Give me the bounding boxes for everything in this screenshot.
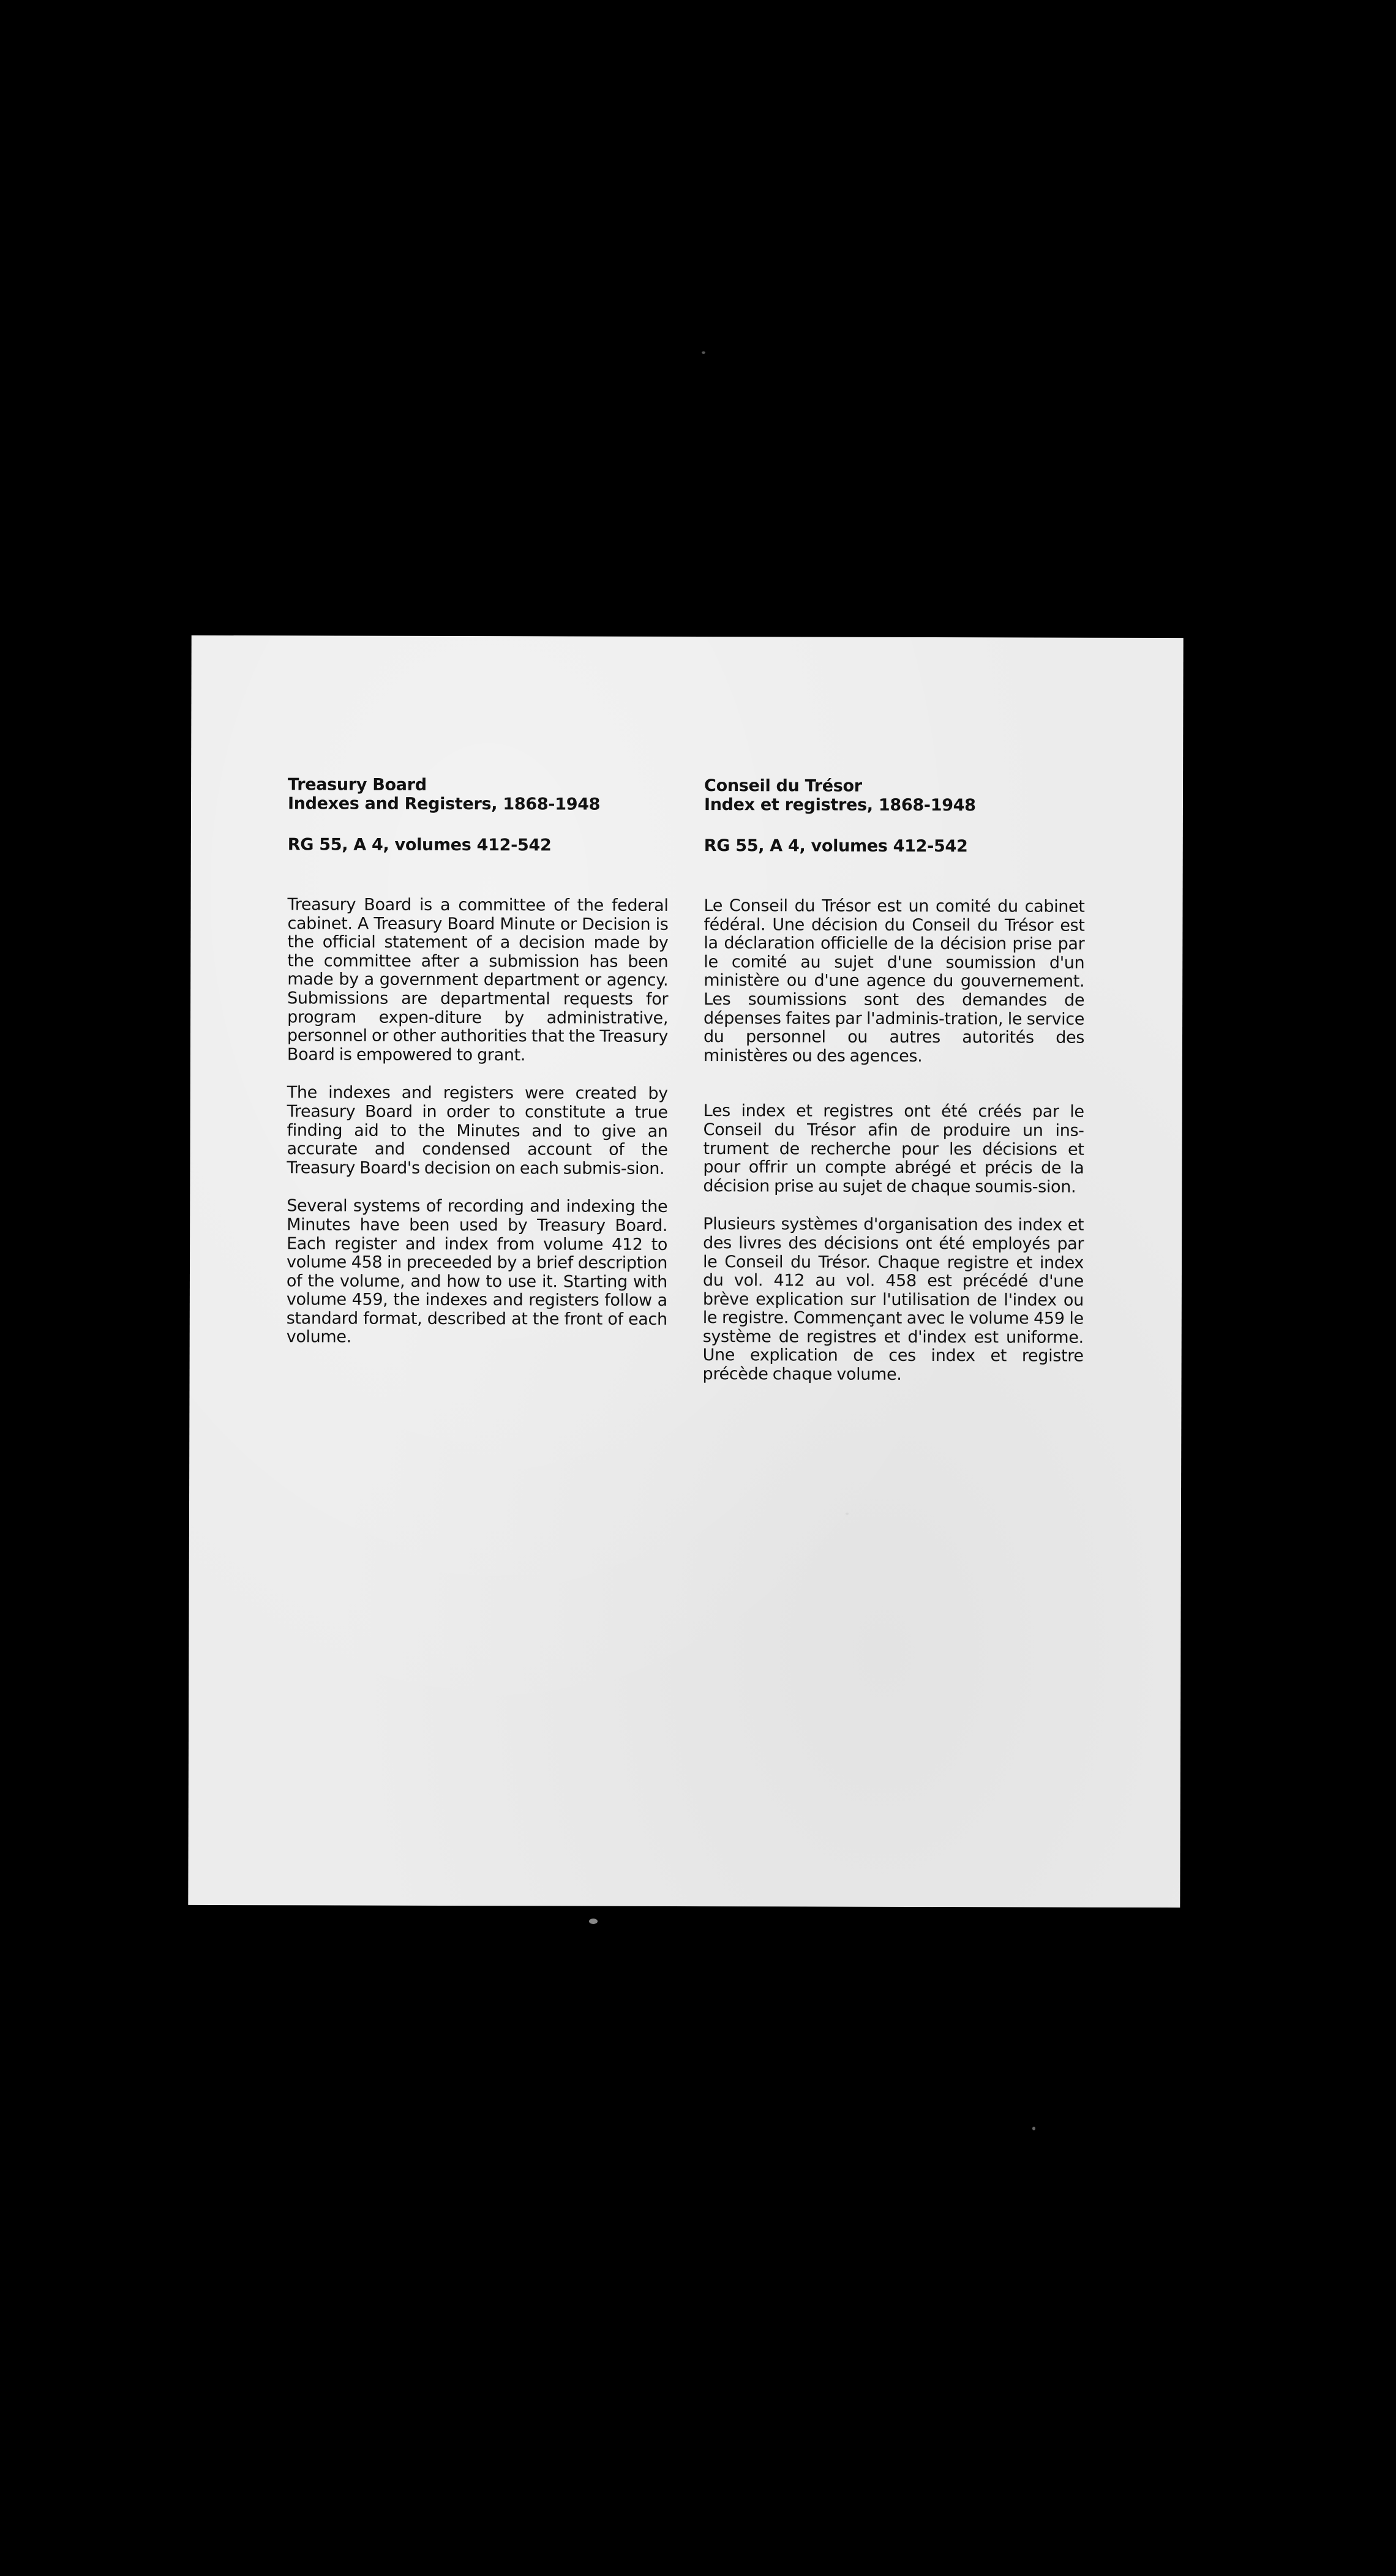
english-column	[287, 775, 669, 1348]
french-title-line2: Index et registres, 1868-1948	[704, 795, 976, 815]
english-paragraph-2: The indexes and registers were created by Treasury Board in order to constitute a true finding aid to the Minutes and to give an accurate and condensed account of the Treasury Board's decision on each submis-sion.	[287, 1083, 668, 1178]
document-page	[188, 635, 1183, 1908]
english-reference: RG 55, A 4, volumes 412-542	[287, 835, 552, 855]
french-title-line1: Conseil du Trésor	[704, 776, 862, 796]
dust-speck	[1032, 2127, 1035, 2130]
french-column	[703, 776, 1086, 1385]
dust-speck	[589, 1919, 598, 1924]
french-paragraph-3: Plusieurs systèmes d'organisation des index et des livres des décisions ont été employés par le Conseil du Trésor. Chaque registre et index du vol. 412 au vol. 458 est précédé d'une brève explication sur l'utilisation de l'index ou le registre. Commençant avec le volume 459 le système de registres et d'index est uniforme. Une explication de ces index et registre précède chaque volume.	[702, 1215, 1084, 1384]
french-paragraph-1: Le Conseil du Trésor est un comité du cabinet fédéral. Une décision du Conseil du Trésor est la déclaration officielle de la décision prise par le comité au sujet d'une soumission d'un ministère ou d'une agence du gouvernement. Les soumissions sont des demandes de dépenses faites par l'adminis-tration, le service du personnel ou autres autorités des ministères ou des agences.	[703, 896, 1085, 1066]
english-title	[288, 775, 669, 814]
dust-speck	[702, 351, 705, 354]
paper-speck	[846, 1513, 849, 1515]
french-paragraph-2: Les index et registres ont été créés par le Conseil du Trésor afin de produire un ins-trument de recherche pour les décisions et pour offrir un compte abrégé et précis de la décision prise au sujet de chaque soumis-sion.	[703, 1101, 1084, 1197]
french-reference: RG 55, A 4, volumes 412-542	[704, 836, 968, 856]
english-title-line1: Treasury Board	[288, 775, 427, 795]
french-title	[704, 776, 1085, 815]
english-paragraph-1: Treasury Board is a committee of the federal cabinet. A Treasury Board Minute or Decision is the official statement of a decision made by the committee after a submission has been made by a government department or agency. Submissions are departmental requests for program expen-diture by administrative, personnel or other authorities that the Treasury Board is empowered to grant.	[287, 895, 669, 1065]
english-paragraph-3: Several systems of recording and indexing the Minutes have been used by Treasury Board. Each register and index from volume 412 to volume 458 in preceeded by a brief description of the volume, and how to use it. Starting with volume 459, the indexes and registers follow a standard format, described at the front of each volume.	[286, 1196, 668, 1347]
english-title-line2: Indexes and Registers, 1868-1948	[287, 794, 601, 814]
